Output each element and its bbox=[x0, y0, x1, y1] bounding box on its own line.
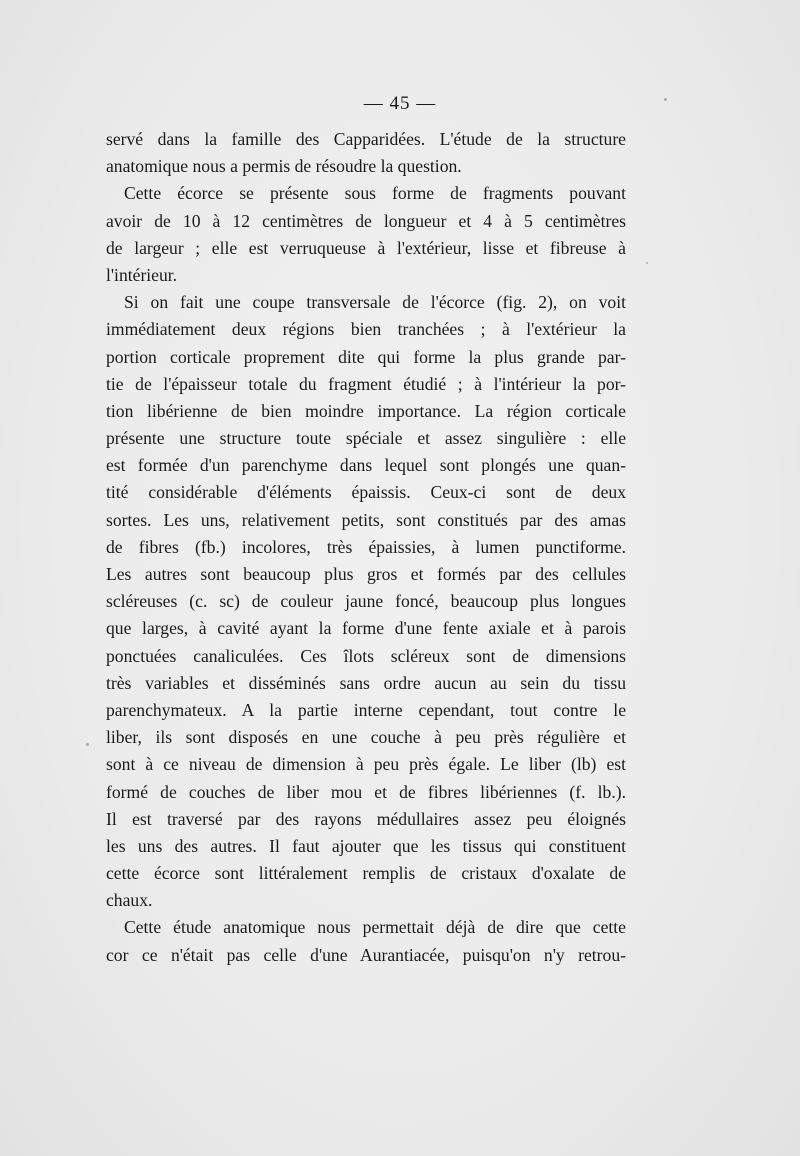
text-line: sont à ce niveau de dimension à peu près égale. Le liber (lb) est bbox=[106, 754, 626, 775]
text-line: présente une structure toute spéciale et assez singulière : elle bbox=[106, 428, 626, 449]
text-line: très variables et disséminés sans ordre aucun au sein du tissu bbox=[106, 672, 626, 693]
text-line: immédiatement deux régions bien tranchées ; à l'extérieur la bbox=[106, 319, 626, 340]
text-line: tité considérable d'éléments épaissis. Ceux-ci sont de deux bbox=[106, 482, 626, 503]
page-number: — 45 — bbox=[363, 93, 437, 114]
text-line: Si on fait une coupe transversale de l'écorce (fig. 2), on voit bbox=[124, 292, 626, 313]
text-line: Cette étude anatomique nous permettait déjà de dire que cette bbox=[124, 917, 626, 938]
text-line: formé de couches de liber mou et de fibres libériennes (f. lb.). bbox=[106, 781, 626, 802]
text-line: scléreuses (c. sc) de couleur jaune foncé, beaucoup plus longues bbox=[106, 591, 626, 612]
text-line: sortes. Les uns, relativement petits, sont constitués par des amas bbox=[106, 509, 626, 530]
paper-speck bbox=[664, 98, 667, 101]
text-line: liber, ils sont disposés en une couche à peu près régulière et bbox=[106, 727, 626, 748]
text-line: cette écorce sont littéralement remplis de cristaux d'oxalate de bbox=[106, 863, 626, 884]
text-line: Il est traversé par des rayons médullaires assez peu éloignés bbox=[106, 808, 626, 829]
text-line: tie de l'épaisseur totale du fragment étudié ; à l'intérieur la por- bbox=[106, 373, 626, 394]
text-line: anatomique nous a permis de résoudre la question. bbox=[106, 156, 462, 177]
text-line: l'intérieur. bbox=[106, 264, 178, 285]
text-line: Cette écorce se présente sous forme de fragments pouvant bbox=[124, 183, 626, 204]
text-line: ponctuées canaliculées. Ces îlots scléreux sont de dimensions bbox=[106, 645, 626, 666]
text-line: que larges, à cavité ayant la forme d'une fente axiale et à parois bbox=[106, 618, 626, 639]
text-line: de fibres (fb.) incolores, très épaissies, à lumen punctiforme. bbox=[106, 536, 626, 557]
text-line: servé dans la famille des Capparidées. L'étude de la structure bbox=[106, 129, 626, 149]
text-line: tion libérienne de bien moindre importance. La région corticale bbox=[106, 400, 626, 421]
text-line: parenchymateux. A la partie interne cependant, tout contre le bbox=[106, 699, 626, 720]
text-line: cor ce n'était pas celle d'une Aurantiacée, puisqu'on n'y retrou- bbox=[106, 944, 626, 965]
text-line: chaux. bbox=[106, 890, 153, 911]
paper-speck bbox=[646, 262, 648, 264]
text-line: est formée d'un parenchyme dans lequel sont plongés une quan- bbox=[106, 455, 626, 476]
text-line: Les autres sont beaucoup plus gros et formés par des cellules bbox=[106, 564, 626, 584]
text-line: de largeur ; elle est verruqueuse à l'extérieur, lisse et fibreuse à bbox=[106, 237, 626, 258]
paper-speck bbox=[86, 743, 89, 746]
text-line: portion corticale proprement dite qui forme la plus grande par- bbox=[106, 346, 626, 367]
body-text bbox=[106, 126, 626, 969]
text-line: avoir de 10 à 12 centimètres de longueur et 4 à 5 centimètres bbox=[106, 210, 626, 231]
text-line: les uns des autres. Il faut ajouter que les tissus qui constituent bbox=[106, 835, 626, 856]
